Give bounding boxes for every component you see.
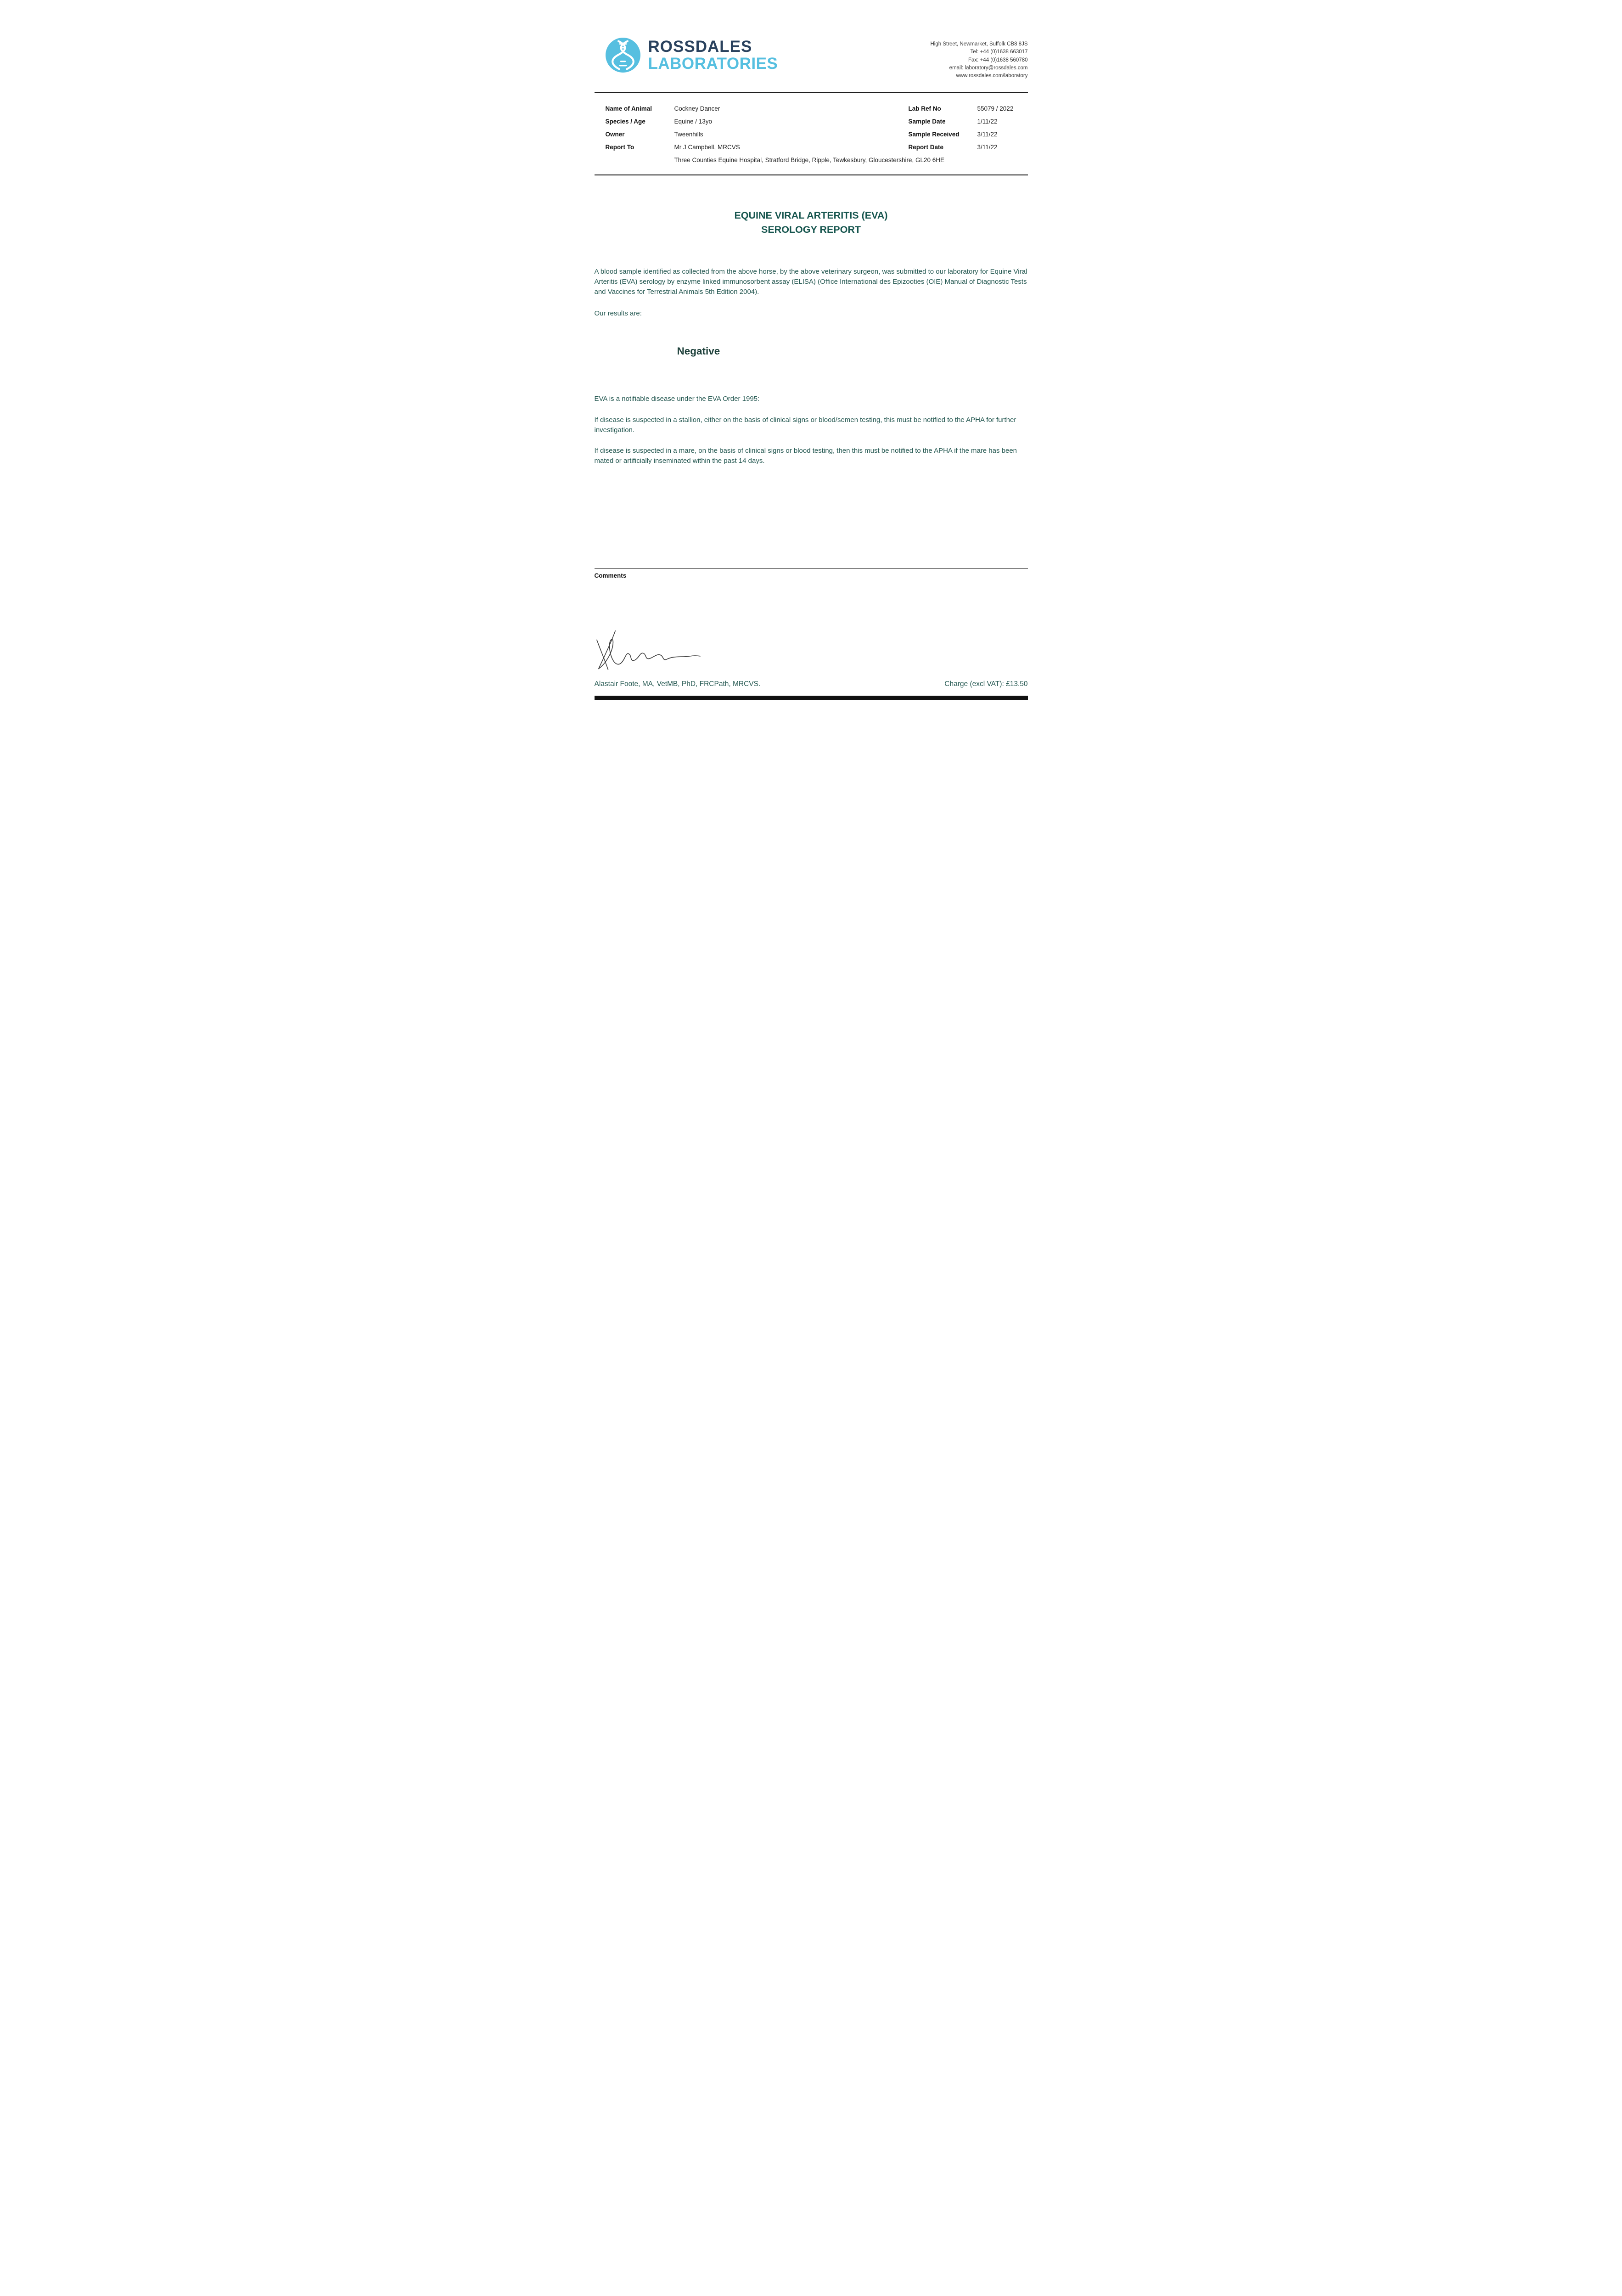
value-sample-date: 1/11/22 xyxy=(977,118,998,125)
value-species-age: Equine / 13yo xyxy=(674,118,713,125)
contact-website: www.rossdales.com/laboratory xyxy=(956,73,1028,79)
value-report-date: 3/11/22 xyxy=(977,144,998,151)
sample-info-section xyxy=(595,105,1028,163)
results-intro: Our results are: xyxy=(594,310,642,318)
signature-image xyxy=(595,629,1028,675)
comments-label: Comments xyxy=(594,572,627,579)
intro-paragraph: A blood sample identified as collected from the above horse, by the above veterinary surgeon, was submitted to our laboratory for Equine Viral Arteritis (EVA) serology by enzyme linked immunosorbent assay (ELISA) (Office International des Epizooties (OIE) Manual of Diagnostic Tests and Vaccines for Terrestrial Animals 5th Edition 2004). xyxy=(594,267,1027,296)
contact-fax: Fax: +44 (0)1638 560780 xyxy=(968,57,1028,63)
report-to-address: Three Counties Equine Hospital, Stratford Bridge, Ripple, Tewkesbury, Gloucestershire, GL20 6HE xyxy=(674,157,945,164)
comments-divider xyxy=(595,568,1028,569)
signatory-row xyxy=(595,680,1028,688)
header-divider xyxy=(595,92,1028,93)
label-report-to: Report To xyxy=(605,144,634,151)
brand-wordmark xyxy=(648,38,778,72)
report-footer xyxy=(595,568,1028,700)
contact-block xyxy=(931,40,1028,80)
contact-tel: Tel: +44 (0)1638 663017 xyxy=(970,49,1028,55)
dna-helix-logo-icon xyxy=(606,38,640,73)
value-name-of-animal: Cockney Dancer xyxy=(674,105,720,113)
label-report-date: Report Date xyxy=(908,144,944,151)
value-lab-ref-no: 55079 / 2022 xyxy=(977,105,1014,113)
report-header xyxy=(595,0,1028,80)
label-sample-date: Sample Date xyxy=(908,118,946,125)
bottom-bar xyxy=(595,696,1028,700)
result-value: Negative xyxy=(677,345,720,357)
report-title xyxy=(595,208,1028,237)
signatory-name: Alastair Foote, MA, VetMB, PhD, FRCPath, MRCVS. xyxy=(594,680,761,688)
label-owner: Owner xyxy=(605,131,625,138)
report-title-line1: EQUINE VIRAL ARTERITIS (EVA) xyxy=(734,210,888,221)
stallion-note: If disease is suspected in a stallion, either on the basis of clinical signs or blood/semen testing, this must be notified to the APHA for further investigation. xyxy=(594,416,1016,434)
brand-name: ROSSDALES xyxy=(648,37,752,56)
charge-amount: Charge (excl VAT): £13.50 xyxy=(944,680,1028,688)
info-divider xyxy=(595,174,1028,175)
value-owner: Tweenhills xyxy=(674,131,703,138)
brand-subname: LABORATORIES xyxy=(648,55,778,73)
contact-address: High Street, Newmarket, Suffolk CB8 8JS xyxy=(930,41,1028,47)
label-species-age: Species / Age xyxy=(605,118,645,125)
lab-report-page xyxy=(559,0,1064,715)
value-sample-received: 3/11/22 xyxy=(977,131,998,138)
label-sample-received: Sample Received xyxy=(908,131,960,138)
report-title-line2: SEROLOGY REPORT xyxy=(761,224,861,236)
label-name-of-animal: Name of Animal xyxy=(605,105,652,113)
rossdales-brand xyxy=(595,38,778,73)
notifiable-disease-note: EVA is a notifiable disease under the EVA Order 1995: xyxy=(594,395,760,403)
contact-email: email: laboratory@rossdales.com xyxy=(949,65,1028,71)
mare-note: If disease is suspected in a mare, on the basis of clinical signs or blood testing, then this must be notified to the APHA if the mare has been mated or artificially inseminated within the past 14 days. xyxy=(594,446,1017,465)
sample-info-grid xyxy=(606,105,1028,151)
label-lab-ref-no: Lab Ref No xyxy=(908,105,941,113)
value-report-to: Mr J Campbell, MRCVS xyxy=(674,144,740,151)
